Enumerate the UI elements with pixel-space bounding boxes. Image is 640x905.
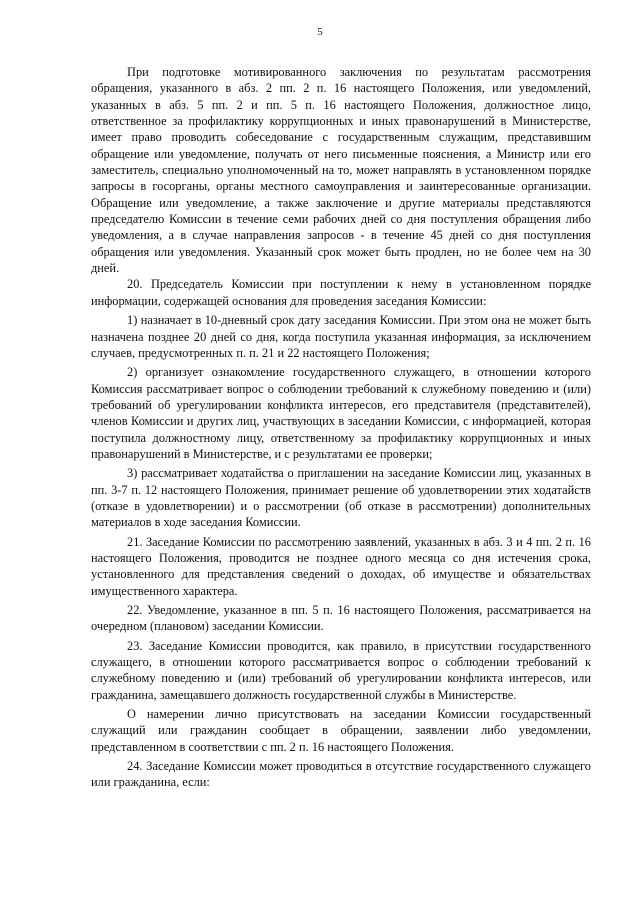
document-body — [91, 64, 591, 791]
paragraph-24: 24. Заседание Комиссии может проводиться в отсутствие государственного служащего или гражданина, если: — [91, 759, 591, 790]
paragraph-20: 20. Председатель Комиссии при поступлении к нему в установленном порядке информации, содержащей основания для проведения заседания Комиссии: — [91, 277, 591, 308]
paragraph-22: 22. Уведомление, указанное в пп. 5 п. 16 настоящего Положения, рассматривается на очередном (плановом) заседании Комиссии. — [91, 603, 591, 634]
paragraph-20-item-2: 2) организует ознакомление государственного служащего, в отношении которого Комиссия рассматривает вопрос о соблюдении требований к служебному поведению и (или) требований об урегулировании конфликта интересов, его представителя (представителей), членов Комиссии и других лиц, участвующих в заседании Комиссии, с информацией, которая поступила должностному лицу, ответственному за профилактику коррупционных и иных правонарушений в Министерстве, и с результатами ее проверки; — [91, 365, 591, 461]
paragraph-motivated-conclusion: При подготовке мотивированного заключения по результатам рассмотрения обращения, указанного в абз. 2 пп. 2 п. 16 настоящего Положения, или уведомлений, указанных в абз. 5 пп. 2 и пп. 5 п. 16 настоящего Положения, должностное лицо, ответственное за профилактику коррупционных и иных правонарушений в Министерстве, имеет право проводить собеседование с государственным служащим, представившим обращение или уведомление, получать от него письменные пояснения, а Министр или его заместитель, специально уполномоченный на то, может направлять в установленном порядке запросы в госорганы, органы местного самоуправления и заинтересованные организации. Обращение или уведомление, а также заключение и другие материалы представляются председателю Комиссии в течение семи рабочих дней со дня поступления обращения либо уведомления, а в случае направления запросов - в течение 45 дней со дня поступления обращения или уведомления. Указанный срок может быть продлен, но не более чем на 30 дней. — [91, 65, 591, 276]
paragraph-attendance-notice: О намерении лично присутствовать на заседании Комиссии государственный служащий или гражданин сообщает в обращении, заявлении либо уведомлении, представленном в соответствии с пп. 2 п. 16 настоящего Положения. — [91, 707, 591, 754]
paragraph-23: 23. Заседание Комиссии проводится, как правило, в присутствии государственного служащего, в отношении которого рассматривается вопрос о соблюдении требований к служебному поведению и (или) требований об урегулировании конфликта интересов, или гражданина, замещавшего должность государственной службы в Министерстве. — [91, 638, 591, 702]
paragraph-20-item-3: 3) рассматривает ходатайства о приглашении на заседание Комиссии лиц, указанных в пп. 3-7 п. 12 настоящего Положения, принимает решение об удовлетворении этих ходатайств (отказе в удовлетворении) и о рассмотрении (об отказе в рассмотрении) дополнительных материалов в ходе заседания Комиссии. — [91, 466, 591, 530]
page-number: 5 — [317, 26, 323, 38]
paragraph-20-item-1: 1) назначает в 10-дневный срок дату заседания Комиссии. При этом она не может быть назначена позднее 20 дней со дня, когда поступила указанная информация, за исключением случаев, предусмотренных п. п. 21 и 22 настоящего Положения; — [91, 313, 591, 360]
paragraph-21: 21. Заседание Комиссии по рассмотрению заявлений, указанных в абз. 3 и 4 пп. 2 п. 16 настоящего Положения, проводится не позднее одного месяца со дня истечения срока, установленного для представления сведений о доходах, об имуществе и обязательствах имущественного характера. — [91, 534, 591, 598]
